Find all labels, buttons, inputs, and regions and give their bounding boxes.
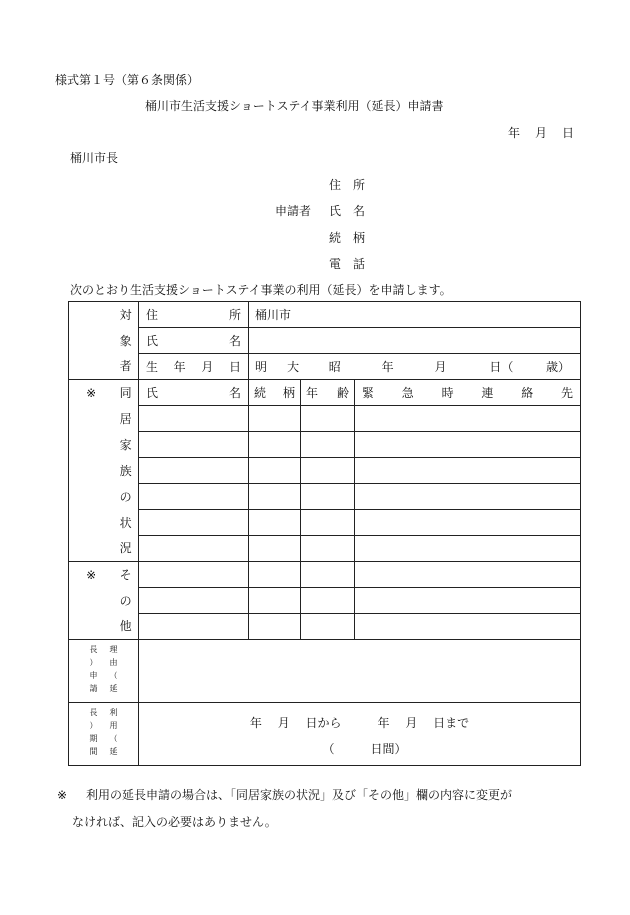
- family-relation-field[interactable]: [249, 406, 301, 432]
- family-row: の: [69, 484, 581, 510]
- family-contact-field[interactable]: [355, 536, 581, 562]
- other-name-field[interactable]: [139, 562, 249, 588]
- family-row: 家: [69, 432, 581, 458]
- dob-label-cell: 生 年 月 日: [139, 354, 249, 380]
- family-contact-field[interactable]: [355, 432, 581, 458]
- other-contact-field[interactable]: [355, 588, 581, 614]
- family-contact-header: 緊 急 時 連 絡 先: [355, 380, 581, 406]
- family-contact-field[interactable]: [355, 484, 581, 510]
- family-name-field[interactable]: [139, 432, 249, 458]
- other-age-field[interactable]: [301, 562, 355, 588]
- family-age-field[interactable]: [301, 406, 355, 432]
- other-row: 他: [69, 614, 581, 640]
- family-name-field[interactable]: [139, 458, 249, 484]
- family-age-header: 年 齢: [301, 380, 355, 406]
- other-age-field[interactable]: [301, 588, 355, 614]
- applicant-relation-label: 続 柄: [329, 231, 366, 245]
- subject-char: 象: [119, 333, 132, 348]
- family-row: 況: [69, 536, 581, 562]
- note-mark: ※: [86, 567, 97, 582]
- family-relation-field[interactable]: [249, 536, 301, 562]
- other-row: の: [69, 588, 581, 614]
- period-range: 年 月 日から 年 月 日まで: [249, 716, 470, 730]
- period-label-cell: 長 ） 期 間 利 用 （ 延: [69, 703, 139, 766]
- family-contact-field[interactable]: [355, 458, 581, 484]
- applicant-phone-label: 電 話: [329, 257, 366, 271]
- family-name-field[interactable]: [139, 510, 249, 536]
- footnote-line-1: 利用の延長申請の場合は、「同居家族の状況」及び「その他」欄の内容に変更が: [86, 788, 513, 802]
- subject-category-cell: [69, 328, 139, 354]
- dob-value-field[interactable]: 明 大 昭 年 月 日（ 歳）: [249, 354, 581, 380]
- name-label-cell: 氏 名: [139, 328, 249, 354]
- subject-char: 対: [119, 307, 132, 322]
- family-age-field[interactable]: [301, 432, 355, 458]
- family-category-cell: ※ 同: [69, 380, 139, 406]
- period-days: （ 日間）: [322, 742, 407, 756]
- other-relation-field[interactable]: [249, 614, 301, 640]
- other-relation-field[interactable]: [249, 588, 301, 614]
- name-value-field[interactable]: [249, 328, 581, 354]
- family-contact-field[interactable]: [355, 406, 581, 432]
- application-table: [68, 301, 581, 766]
- family-name-field[interactable]: [139, 484, 249, 510]
- day-label: 日: [561, 126, 574, 140]
- family-age-field[interactable]: [301, 484, 355, 510]
- document-title: 桶川市生活支援ショートステイ事業利用（延長）申請書: [145, 99, 444, 113]
- family-contact-field[interactable]: [355, 510, 581, 536]
- family-row: 居: [69, 406, 581, 432]
- other-name-field[interactable]: [139, 588, 249, 614]
- family-name-field[interactable]: [139, 406, 249, 432]
- reason-field[interactable]: [139, 640, 581, 703]
- address-label-cell: 住 所: [139, 302, 249, 328]
- family-age-field[interactable]: [301, 458, 355, 484]
- subject-category-cell: [69, 302, 139, 328]
- recipient: 桶川市長: [70, 151, 119, 165]
- other-category-cell: ※ そ: [69, 562, 139, 588]
- applicant-label: 申請者: [275, 204, 312, 218]
- family-relation-header: 続 柄: [249, 380, 301, 406]
- family-relation-field[interactable]: [249, 458, 301, 484]
- applicant-address-label: 住 所: [329, 178, 366, 192]
- other-contact-field[interactable]: [355, 562, 581, 588]
- other-name-field[interactable]: [139, 614, 249, 640]
- date-line: [508, 126, 574, 140]
- footnote-line-2: なければ、記入の必要はありません。: [72, 815, 277, 829]
- family-relation-field[interactable]: [249, 510, 301, 536]
- form-number: 様式第１号（第６条関係）: [55, 73, 200, 87]
- subject-char: 者: [119, 359, 132, 374]
- applicant-name-label: 氏 名: [329, 204, 366, 218]
- other-relation-field[interactable]: [249, 562, 301, 588]
- other-contact-field[interactable]: [355, 614, 581, 640]
- reason-label-cell: 長 ） 申 請 理 由 （ 延: [69, 640, 139, 703]
- other-age-field[interactable]: [301, 614, 355, 640]
- family-relation-field[interactable]: [249, 484, 301, 510]
- other-row: [69, 562, 581, 588]
- family-age-field[interactable]: [301, 536, 355, 562]
- year-label: 年: [508, 126, 521, 140]
- period-field[interactable]: [139, 703, 581, 766]
- note-mark: ※: [86, 385, 97, 400]
- subject-category-cell: [69, 354, 139, 380]
- family-name-header: 氏 名: [139, 380, 249, 406]
- family-name-field[interactable]: [139, 536, 249, 562]
- family-relation-field[interactable]: [249, 432, 301, 458]
- family-row: 族: [69, 458, 581, 484]
- intro-text: 次のとおり生活支援ショートステイ事業の利用（延長）を申請します。: [70, 283, 452, 297]
- family-age-field[interactable]: [301, 510, 355, 536]
- family-row: 状: [69, 510, 581, 536]
- month-label: 月: [534, 126, 547, 140]
- address-value-field[interactable]: 桶川市: [249, 302, 581, 328]
- footnote-mark: ※: [57, 788, 68, 802]
